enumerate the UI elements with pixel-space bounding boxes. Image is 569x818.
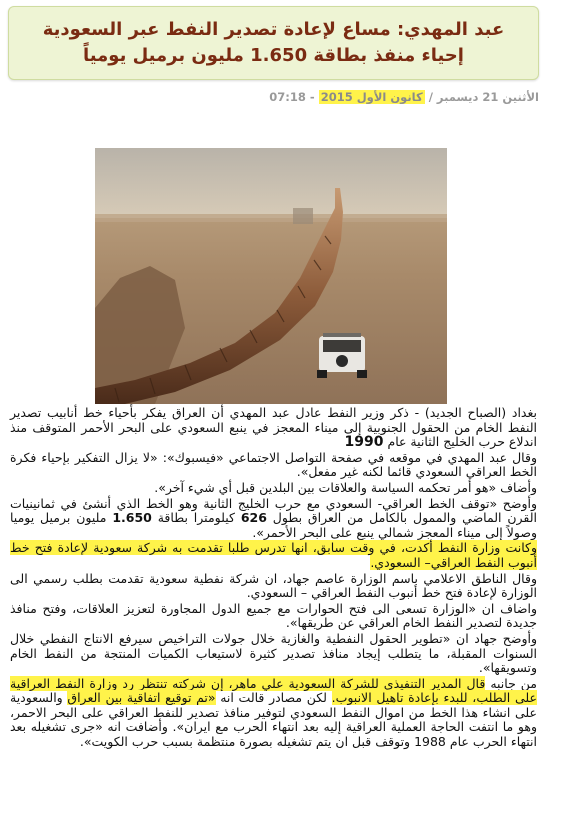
article-paragraph-4 [10, 541, 537, 570]
article-paragraph-1 [10, 406, 537, 450]
article-paragraph-5: وقال الناطق الاعلامي باسم الوزارة عاصم جهاد، ان شركة نفطية سعودية تقدمت بطلب رسمي الى الوزارة لإعادة فتح خط أنبوب النفط العراقي – السعودي. [10, 570, 537, 601]
p3-text-b: كيلومترا بطاقة [157, 510, 235, 526]
article-body [10, 406, 537, 751]
dateline [39, 90, 539, 104]
headline-box [8, 6, 539, 80]
article-paragraph-2b: وأضاف «هو أمر تحكمه السياسة والعلاقات بين البلدين قبل أي شيء آخر». [154, 479, 537, 495]
dateline-time-separator: - [305, 90, 319, 104]
dateline-time: 07:18 [269, 90, 306, 104]
headline-line-1: عبد المهدي: مساع لإعادة تصدير النفط عبر السعودية [42, 19, 505, 40]
dateline-separator: / [424, 90, 437, 104]
suv-vehicle [317, 333, 367, 378]
dateline-month-year: كانون الأول 2015 [320, 90, 423, 104]
pipeline-photo [95, 148, 447, 404]
p8-rest: والسعودية على انشاء هذا الخط من اموال النفط السعودي لتوفير منافذ تصدير للنفط العراقي على البحر الاحمر، وهو ما انتفت الحاجة العملية العراقية إليه بعد انتهاء الحرب مع ايران». وأضافت انه «جرى تشغيله بعد انتهاء الحرب عام 1988 وتوقف قبل ان يتم تشغيله بصورة منتظمة بسبب حرب الكويت». [10, 690, 537, 750]
article-paragraph-8 [10, 677, 537, 750]
p8-highlight-2: «تم توقيع اتفاقية بين العراق [67, 690, 216, 706]
p3-text-c: مليون برميل يوميا وصولاً إلى ميناء المعجز شمالي ينبع على البحر الأحمر». [10, 510, 537, 540]
p1-year: 1990 [344, 434, 384, 451]
p1-text: بغداد (الصباح الجديد) - ذكر وزير النفط عادل عبد المهدي أن العراق يفكر بأحياء خط أنابيب تصدير النفط الخام من الحقول الجنوبية إلى ميناء المعجز في ينبع السعودي على البحر الأحمر المتوقف منذ اندلاع حرب الخليج الثانية عام [10, 405, 537, 450]
p3-length: 626 [240, 510, 267, 526]
p8-pre: من جانبه [490, 675, 537, 691]
article-paragraph-3 [10, 497, 537, 541]
p8-mid: لكن مصادر قالت انه [220, 690, 327, 706]
article-paragraph-2a: وقال عبد المهدي في موقعه في صفحة التواصل الاجتماعي «فيسبوك»: «لا يزال التفكير بإحياء فكرة الخط العراقي السعودي قائما لكنه غير مفعل». [10, 449, 537, 480]
p3-text-a: وأوضح «توقف الخط العراقي- السعودي مع حرب الخليج الثانية وهو الخط الذي أنشئ في ثمانينيات القرن الماضي والممول بالكامل من العراق بطول [10, 495, 538, 526]
article-paragraph-6: واضاف ان «الوزارة تسعى الى فتح الحوارات مع جميع الدول المجاورة لتعزيز العلاقات، وفتح منافذ جديدة لتصدير النفط الخام العراقي عن طريقها». [10, 600, 537, 631]
headline-line-2: إحياء منفذ بطاقة 1.650 مليون برميل يومياً [83, 45, 464, 66]
desert-pipeline-image [95, 148, 447, 404]
p8-highlight-1: قال المدير التنفيذي للشركة السعودية علي ماهر، إن شركته تنتظر رد وزارة النفط العراقية على الطلب، للبدء بإعادة تاهيل الانبوب. [10, 675, 537, 706]
p4-highlight: وكانت وزارة النفط أكدت، في وقت سابق، انها تدرس طلبا تقدمت به شركة سعودية لإعادة فتح خط أنبوب النفط العراقي– السعودي. [10, 540, 537, 570]
p3-capacity: 1.650 [112, 510, 152, 526]
article-paragraph-7: وأوضح جهاد ان «تطوير الحقول النفطية والغازية خلال جولات التراخيص سيرفع الانتاج النفطي خلال السنوات المقبلة، ما يتطلب إيجاد منافذ تصدير كثيرة لاستيعاب الكميات المنتجة من النفط الخام وتسويقها». [10, 630, 537, 676]
dateline-day: الأثنين 21 ديسمبر [436, 90, 539, 104]
